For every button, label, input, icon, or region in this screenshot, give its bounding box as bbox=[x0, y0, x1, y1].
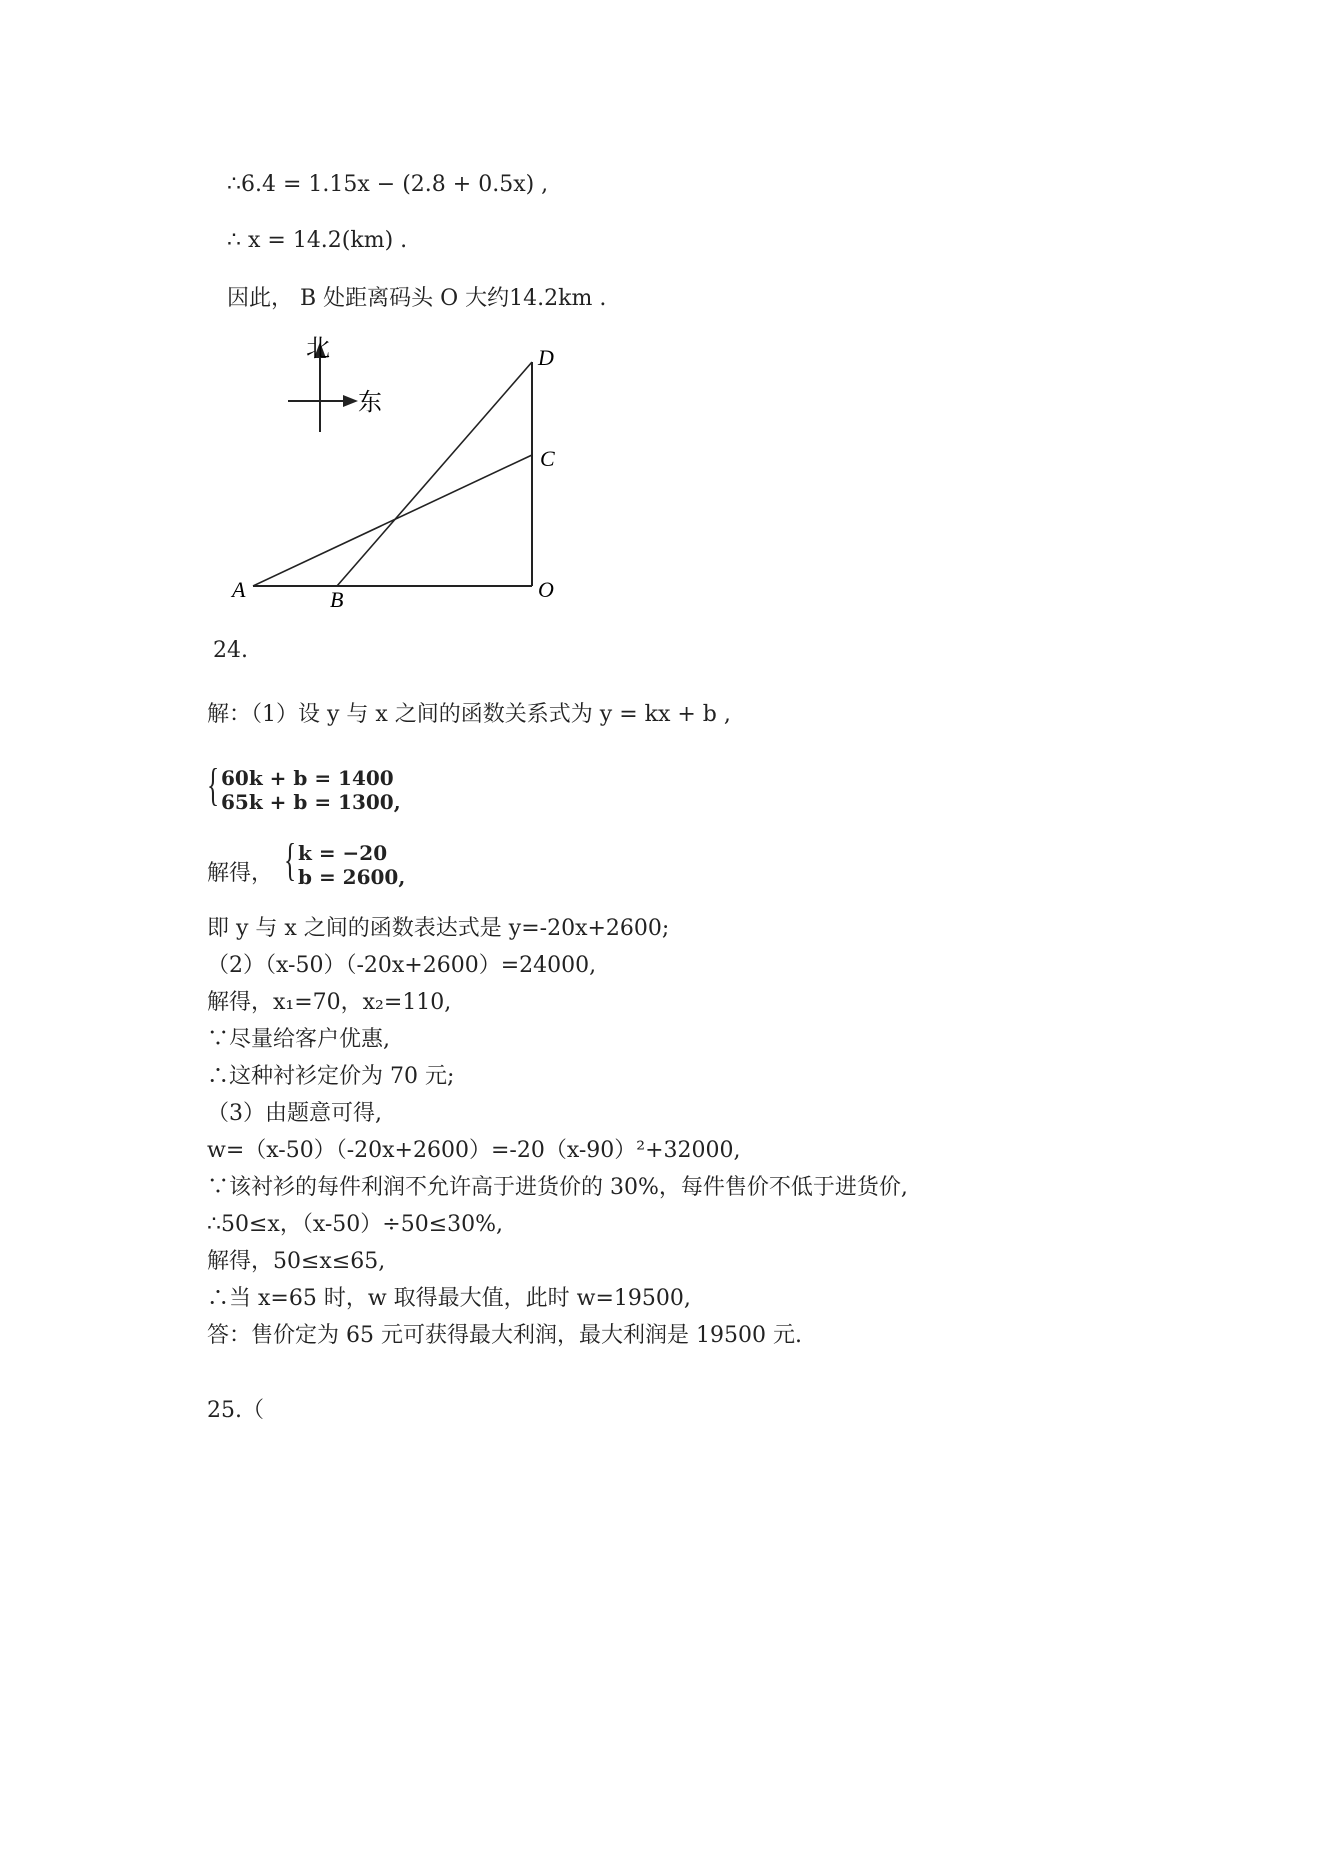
solve-label: 解得， bbox=[207, 861, 274, 886]
solution-step-3: （2）（x-50）（-20x+2600）=24000, bbox=[207, 953, 597, 978]
compass-east-label: 东 bbox=[358, 390, 382, 416]
compass-north-label: 北 bbox=[306, 336, 330, 362]
system-equation: k = −20 bbox=[298, 841, 388, 865]
solution-step-9: ∵该衬衫的每件利润不允许高于进货价的 30%，每件售价不低于进货价, bbox=[207, 1175, 908, 1200]
system-equation: 60k + b = 1400 bbox=[221, 766, 394, 790]
equation-system-1 bbox=[207, 759, 447, 816]
brace-icon: { bbox=[284, 834, 297, 885]
equation-system-2 bbox=[284, 834, 484, 891]
conclusion-line: 因此， B 处距离码头 O 大约14.2km . bbox=[227, 286, 607, 311]
solution-step-2: 即 y 与 x 之间的函数表达式是 y=-20x+2600; bbox=[207, 916, 670, 941]
line-A-C bbox=[253, 455, 532, 586]
point-label-O: O bbox=[538, 577, 554, 602]
geometry-figure bbox=[0, 320, 1323, 960]
solution-step-10: ∴50≤x，（x-50）÷50≤30%, bbox=[207, 1212, 504, 1237]
solution-step-12: ∴当 x=65 时，w 取得最大值，此时 w=19500, bbox=[207, 1286, 691, 1311]
solution-step-4: 解得，x₁=70，x₂=110, bbox=[207, 990, 452, 1015]
solution-step-7: （3）由题意可得, bbox=[207, 1101, 382, 1126]
solution-step-1: 解：（1）设 y 与 x 之间的函数关系式为 y = kx + b , bbox=[207, 702, 731, 727]
problem-25-number: 25.（ bbox=[207, 1398, 264, 1423]
solution-step-5: ∵尽量给客户优惠, bbox=[207, 1027, 390, 1052]
brace-icon: { bbox=[207, 759, 220, 810]
equation-line-2: ∴ x = 14.2(km) . bbox=[227, 228, 408, 253]
system-equation: 65k + b = 1300, bbox=[221, 790, 401, 814]
problem-24-number: 24. bbox=[213, 638, 248, 663]
equation-line-1: ∴6.4 = 1.15x − (2.8 + 0.5x) , bbox=[227, 172, 549, 197]
solution-step-8: w=（x-50）（-20x+2600）=-20（x-90）²+32000, bbox=[207, 1138, 741, 1163]
answer-line: 答：售价定为 65 元可获得最大利润，最大利润是 19500 元. bbox=[207, 1323, 802, 1348]
point-label-C: C bbox=[540, 446, 555, 471]
solution-step-6: ∴这种衬衫定价为 70 元; bbox=[207, 1064, 455, 1089]
solution-step-11: 解得，50≤x≤65, bbox=[207, 1249, 386, 1274]
system-equation: b = 2600, bbox=[298, 865, 406, 889]
point-label-B: B bbox=[330, 587, 344, 612]
point-label-D: D bbox=[538, 345, 554, 370]
point-label-A: A bbox=[232, 577, 246, 602]
